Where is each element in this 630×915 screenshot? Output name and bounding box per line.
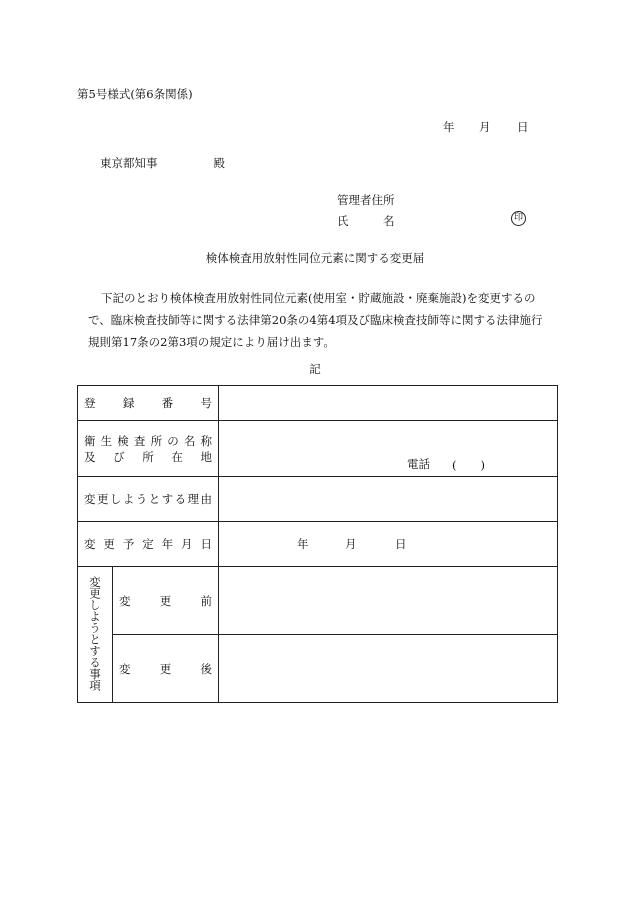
- date-day: 日: [517, 120, 529, 134]
- phone-label: 電話: [407, 456, 430, 471]
- schedule-label: 変 更 予 定 年 月 日: [78, 522, 219, 567]
- form-table: [77, 385, 558, 703]
- schedule-month: 月: [345, 537, 357, 551]
- phone-close-paren: ): [480, 457, 485, 472]
- addressee-honorific: 殿: [213, 156, 225, 170]
- date-month: 月: [479, 120, 491, 134]
- row-registration: [78, 386, 558, 421]
- body-line-2: で、臨床検査技師等に関する法律第20条の4第4項及び臨床検査技師等に関する法律施行: [88, 313, 543, 327]
- admin-address-label: 管理者住所: [337, 193, 395, 207]
- before-field[interactable]: [219, 567, 558, 635]
- admin-name-row: [337, 213, 513, 229]
- admin-name-label: 氏 名: [337, 214, 395, 228]
- reason-field[interactable]: [219, 477, 558, 522]
- schedule-day: 日: [395, 537, 407, 551]
- document-title: 検体検査用放射性同位元素に関する変更届: [205, 251, 425, 265]
- lab-field[interactable]: [219, 421, 558, 477]
- after-label: 変 更 後: [113, 635, 219, 703]
- before-label: 変 更 前: [113, 567, 219, 635]
- date-year: 年: [443, 120, 455, 134]
- body-line-3: 規則第17条の2第3項の規定により届け出ます。: [88, 335, 335, 349]
- row-schedule: [78, 522, 558, 567]
- row-after: [78, 635, 558, 703]
- form-number: 第5号様式(第6条関係): [77, 87, 193, 101]
- row-lab: [78, 421, 558, 477]
- addressee: [100, 155, 225, 171]
- matters-label-cell: [78, 567, 113, 703]
- lab-label: [78, 421, 219, 477]
- body-line-1: 下記のとおり検体検査用放射性同位元素(使用室・貯蔵施設・廃棄施設)を変更するの: [101, 291, 536, 305]
- lab-label-line1: 衛 生 検 査 所 の 名 称: [84, 433, 212, 448]
- row-before: [78, 567, 558, 635]
- row-reason: [78, 477, 558, 522]
- date-line: [443, 119, 529, 135]
- after-field[interactable]: [219, 635, 558, 703]
- matters-label: 変更しようとする事項: [88, 575, 102, 691]
- schedule-year: 年: [297, 537, 309, 551]
- body-text: [88, 287, 558, 353]
- ki-marker: 記: [309, 362, 321, 376]
- phone-line: [219, 422, 557, 476]
- schedule-field[interactable]: [219, 522, 558, 567]
- lab-label-line2: 及 び 所 在 地: [84, 449, 212, 464]
- registration-label: 登 録 番 号: [78, 386, 219, 421]
- seal-mark: 印: [511, 211, 526, 226]
- addressee-name: 東京都知事: [100, 156, 158, 170]
- reason-label: 変 更 し よ う と す る 理 由: [78, 477, 219, 522]
- registration-field[interactable]: [219, 386, 558, 421]
- phone-open-paren: (: [452, 457, 457, 472]
